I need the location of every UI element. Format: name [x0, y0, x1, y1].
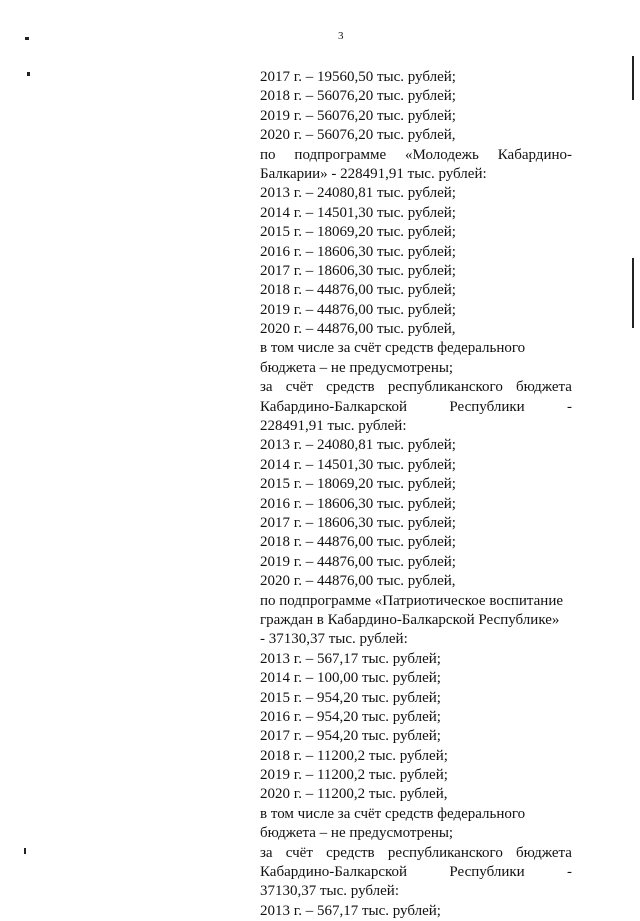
text-line: 228491,91 тыс. рублей: [260, 418, 407, 435]
text-line: 2020 г. – 11200,2 тыс. рублей, [260, 786, 448, 803]
text-line: 2018 г. – 44876,00 тыс. рублей; [260, 534, 456, 551]
text-word: средств [326, 844, 375, 861]
text-line: 2014 г. – 100,00 тыс. рублей; [260, 670, 441, 687]
text-line: 2014 г. – 14501,30 тыс. рублей; [260, 456, 456, 473]
text-line [260, 844, 572, 863]
text-line: 2019 г. – 44876,00 тыс. рублей; [260, 301, 456, 318]
text-line [260, 378, 572, 397]
text-line: 2016 г. – 18606,30 тыс. рублей; [260, 495, 456, 512]
text-line [260, 146, 572, 165]
text-line: по подпрограмме «Патриотическое воспитание [260, 592, 564, 609]
scan-mark-top-left [25, 37, 29, 40]
text-line: 2013 г. – 567,17 тыс. рублей; [260, 650, 441, 667]
text-word: республиканского [387, 844, 503, 861]
text-word: Кабардино-Балкарской [260, 864, 408, 881]
page-number: 3 [338, 30, 344, 42]
text-line: 2018 г. – 44876,00 тыс. рублей; [260, 282, 456, 299]
text-line: 2013 г. – 567,17 тыс. рублей; [260, 902, 441, 919]
text-line: Балкарии» - 228491,91 тыс. рублей: [260, 165, 487, 182]
text-line: 2019 г. – 11200,2 тыс. рублей; [260, 767, 448, 784]
text-line: 2016 г. – 18606,30 тыс. рублей; [260, 243, 456, 260]
text-line: - 37130,37 тыс. рублей: [260, 631, 408, 648]
text-line: 2020 г. – 44876,00 тыс. рублей, [260, 573, 456, 590]
text-line: 2019 г. – 44876,00 тыс. рублей; [260, 553, 456, 570]
text-line: граждан в Кабардино-Балкарской Республике» [260, 611, 560, 628]
text-line: 37130,37 тыс. рублей: [260, 883, 399, 900]
text-line: 2017 г. – 19560,50 тыс. рублей; [260, 69, 456, 85]
text-line: 2014 г. – 14501,30 тыс. рублей; [260, 204, 456, 221]
text-word: за [260, 844, 273, 861]
text-word: бюджета [516, 379, 572, 396]
text-line [260, 863, 572, 882]
text-line: бюджета – не предусмотрены; [260, 825, 454, 842]
text-word: за [260, 379, 273, 396]
scan-mark-left-small [27, 72, 30, 76]
text-word: счёт [285, 379, 313, 396]
text-word: средств [326, 379, 375, 396]
scan-edge-right-top [632, 56, 634, 100]
text-word: Кабардино- [497, 146, 572, 163]
text-word: счёт [285, 844, 313, 861]
scan-edge-right-mid [632, 258, 634, 328]
text-word: по [260, 146, 276, 163]
text-line: 2020 г. – 44876,00 тыс. рублей, [260, 321, 456, 338]
text-word: бюджета [516, 844, 572, 861]
text-line: 2013 г. – 24080,81 тыс. рублей; [260, 437, 456, 454]
text-word: республиканского [387, 379, 503, 396]
text-line: 2016 г. – 954,20 тыс. рублей; [260, 708, 441, 725]
text-line: 2020 г. – 56076,20 тыс. рублей, [260, 127, 456, 144]
text-line: 2017 г. – 18606,30 тыс. рублей; [260, 514, 456, 531]
text-line: 2019 г. – 56076,20 тыс. рублей; [260, 107, 456, 124]
text-word: Кабардино-Балкарской [260, 398, 408, 415]
text-line: 2017 г. – 954,20 тыс. рублей; [260, 728, 441, 745]
text-word: подпрограмме [294, 146, 387, 163]
scan-mark-left-bottom [24, 848, 26, 854]
text-word: - [567, 864, 572, 881]
text-word: Республики [449, 398, 525, 415]
text-line: 2013 г. – 24080,81 тыс. рублей; [260, 185, 456, 202]
text-line [260, 398, 572, 417]
text-line: в том числе за счёт средств федерального [260, 340, 526, 357]
text-line: 2015 г. – 18069,20 тыс. рублей; [260, 476, 456, 493]
text-line: 2018 г. – 11200,2 тыс. рублей; [260, 747, 448, 764]
text-word: - [567, 398, 572, 415]
text-line: 2015 г. – 954,20 тыс. рублей; [260, 689, 441, 706]
text-line: бюджета – не предусмотрены; [260, 359, 454, 376]
text-word: Республики [449, 864, 525, 881]
text-line: 2018 г. – 56076,20 тыс. рублей; [260, 88, 456, 105]
text-line: 2017 г. – 18606,30 тыс. рублей; [260, 262, 456, 279]
text-line: 2015 г. – 18069,20 тыс. рублей; [260, 224, 456, 241]
document-text [260, 68, 572, 921]
text-line: в том числе за счёт средств федерального [260, 805, 526, 822]
text-word: «Молодежь [405, 146, 479, 163]
